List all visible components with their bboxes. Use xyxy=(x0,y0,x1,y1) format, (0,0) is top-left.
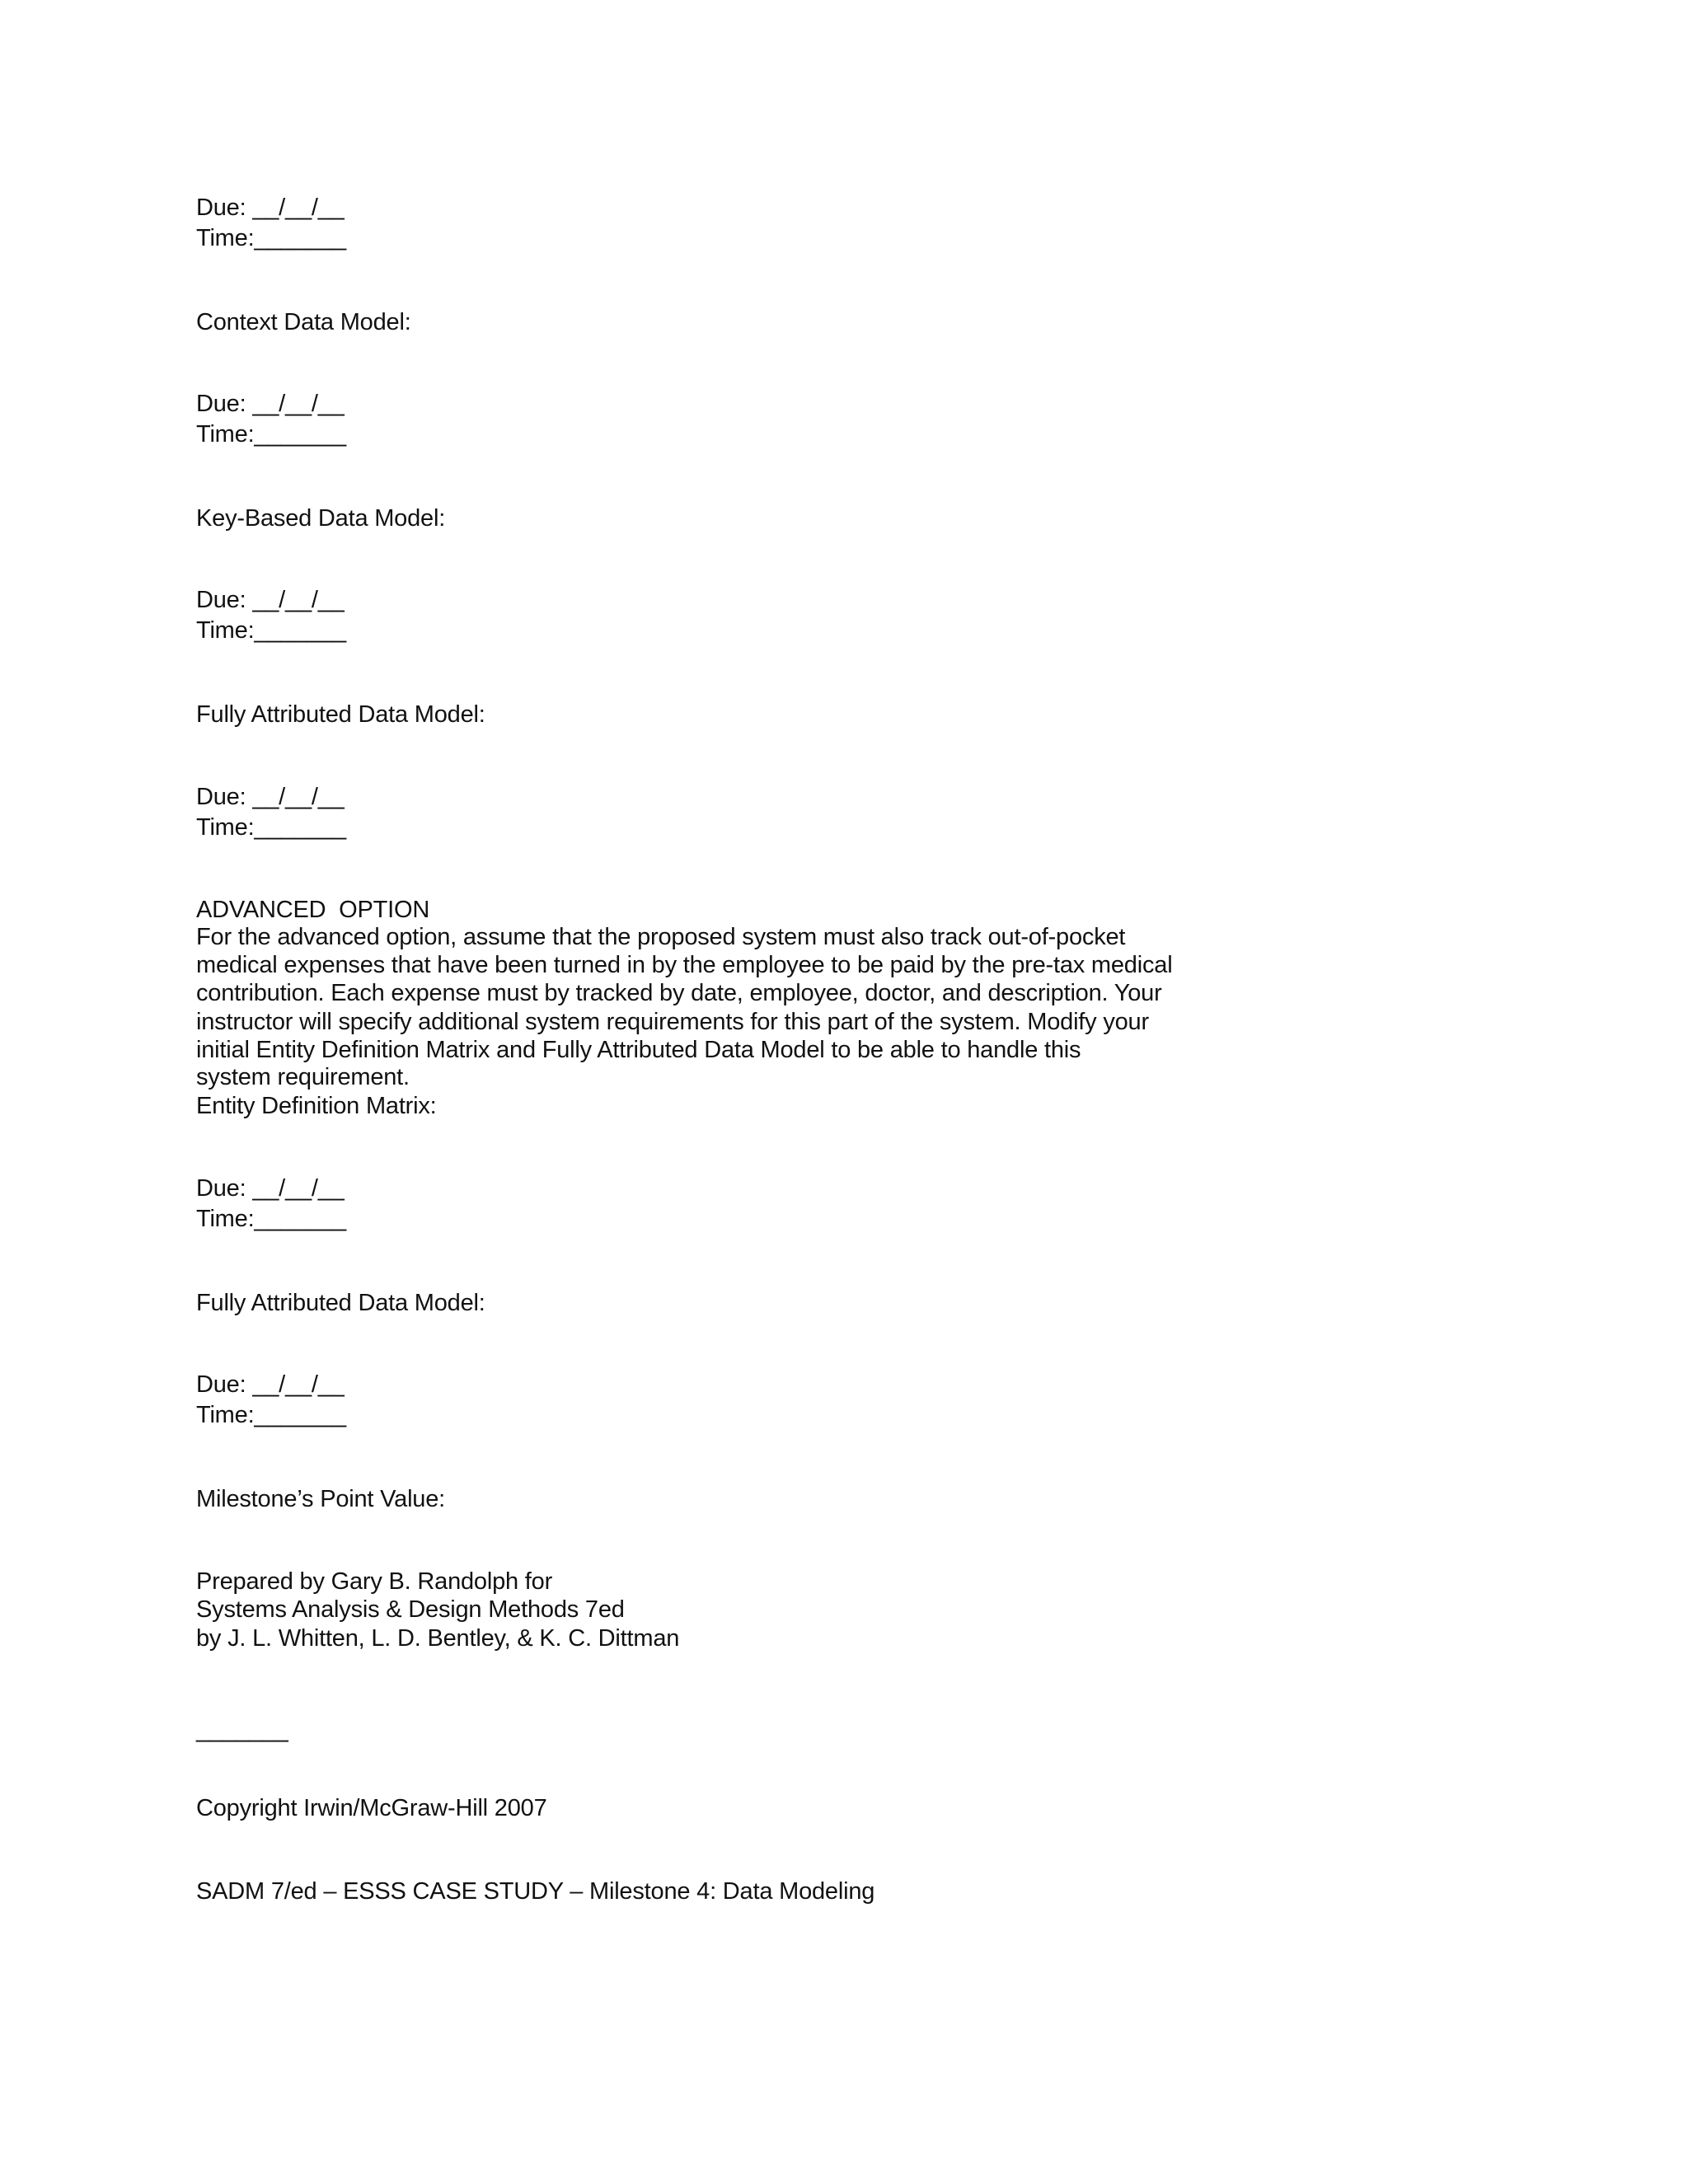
advanced-option-paragraph-line: initial Entity Definition Matrix and Fully Attributed Data Model to be able to handle this xyxy=(196,1037,1081,1063)
due-date-line: Due: __/__/__ xyxy=(196,1175,345,1202)
advanced-option-paragraph-line: system requirement. xyxy=(196,1064,410,1090)
fully-attributed-data-model-heading: Fully Attributed Data Model: xyxy=(196,701,485,728)
advanced-option-paragraph-line: contribution. Each expense must by tracked by date, employee, doctor, and description. Your xyxy=(196,980,1162,1006)
time-line: Time:_______ xyxy=(196,225,346,251)
advanced-option-paragraph-line: instructor will specify additional system requirements for this part of the system. Modify your xyxy=(196,1009,1149,1035)
time-line: Time:_______ xyxy=(196,1206,346,1232)
authors-line: by J. L. Whitten, L. D. Bentley, & K. C. Dittman xyxy=(196,1625,680,1652)
milestone-point-value-heading: Milestone’s Point Value: xyxy=(196,1486,446,1512)
fully-attributed-data-model-heading: Fully Attributed Data Model: xyxy=(196,1290,485,1316)
key-based-data-model-heading: Key-Based Data Model: xyxy=(196,505,446,532)
due-date-line: Due: __/__/__ xyxy=(196,1371,345,1398)
time-line: Time:_______ xyxy=(196,1402,346,1428)
due-date-line: Due: __/__/__ xyxy=(196,194,345,221)
due-date-line: Due: __/__/__ xyxy=(196,391,345,417)
context-data-model-heading: Context Data Model: xyxy=(196,309,411,335)
book-title-line: Systems Analysis & Design Methods 7ed xyxy=(196,1596,625,1623)
time-line: Time:_______ xyxy=(196,617,346,644)
advanced-option-paragraph-line: medical expenses that have been turned in by the employee to be paid by the pre-tax medical xyxy=(196,952,1173,978)
due-date-line: Due: __/__/__ xyxy=(196,784,345,810)
advanced-option-paragraph-line: For the advanced option, assume that the proposed system must also track out-of-pocket xyxy=(196,924,1126,950)
time-line: Time:_______ xyxy=(196,421,346,448)
prepared-by-line: Prepared by Gary B. Randolph for xyxy=(196,1568,553,1595)
due-date-line: Due: __/__/__ xyxy=(196,587,345,613)
entity-definition-matrix-heading: Entity Definition Matrix: xyxy=(196,1093,437,1119)
footnote-separator: _______ xyxy=(196,1717,288,1743)
advanced-option-heading: ADVANCED OPTION xyxy=(196,897,430,923)
time-line: Time:_______ xyxy=(196,814,346,841)
running-footer: SADM 7/ed – ESSS CASE STUDY – Milestone 4: Data Modeling xyxy=(196,1878,875,1905)
copyright-line: Copyright Irwin/McGraw-Hill 2007 xyxy=(196,1795,547,1821)
